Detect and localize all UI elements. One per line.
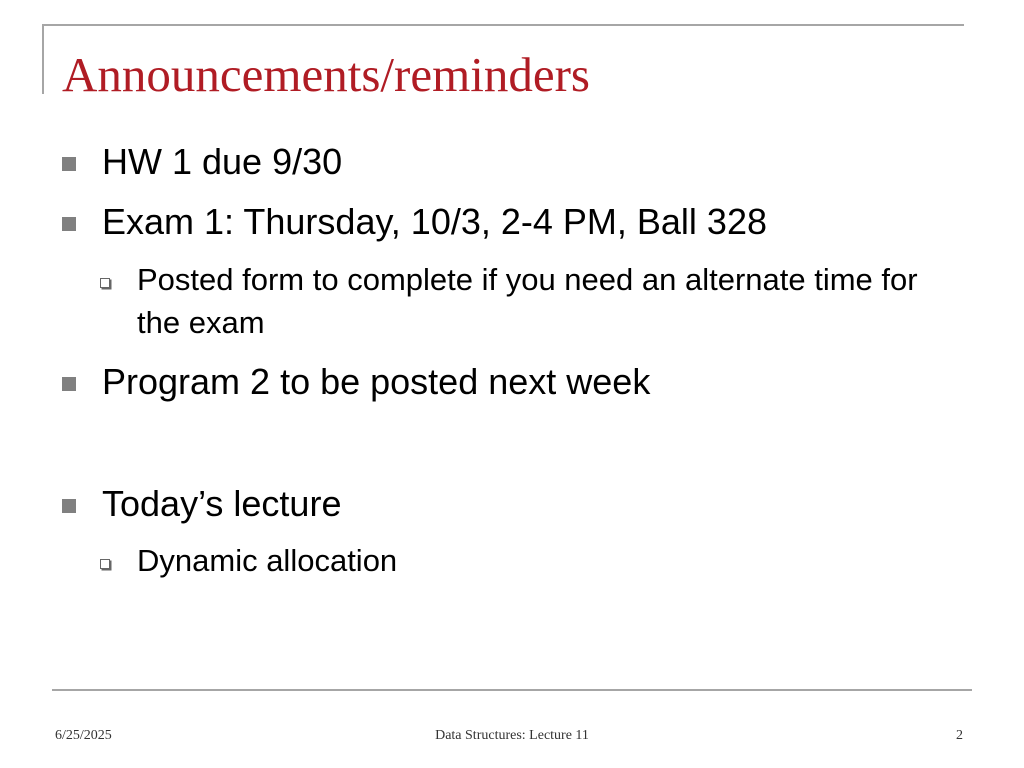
bullet-text: HW 1 due 9/30 [102, 141, 343, 182]
footer-course-title: Data Structures: Lecture 11 [435, 728, 589, 743]
sub-bullet-text: Posted form to complete if you need an alternate time for the exam [137, 262, 918, 340]
hollow-square-bullet-icon [100, 278, 110, 288]
square-bullet-icon [62, 157, 76, 171]
square-bullet-icon [62, 377, 76, 391]
sub-bullet-text: Dynamic allocation [137, 543, 398, 578]
square-bullet-icon [62, 217, 76, 231]
footer-rule [52, 689, 972, 691]
slide-title: Announcements/reminders [62, 47, 590, 102]
footer-page-number: 2 [956, 728, 963, 743]
bullet-text: Today’s lecture [102, 483, 342, 524]
square-bullet-icon [62, 499, 76, 513]
hollow-square-bullet-icon [100, 559, 110, 569]
bullet-text: Exam 1: Thursday, 10/3, 2-4 PM, Ball 328 [102, 201, 767, 242]
bullet-text: Program 2 to be posted next week [102, 361, 651, 402]
footer-date: 6/25/2025 [55, 728, 112, 743]
